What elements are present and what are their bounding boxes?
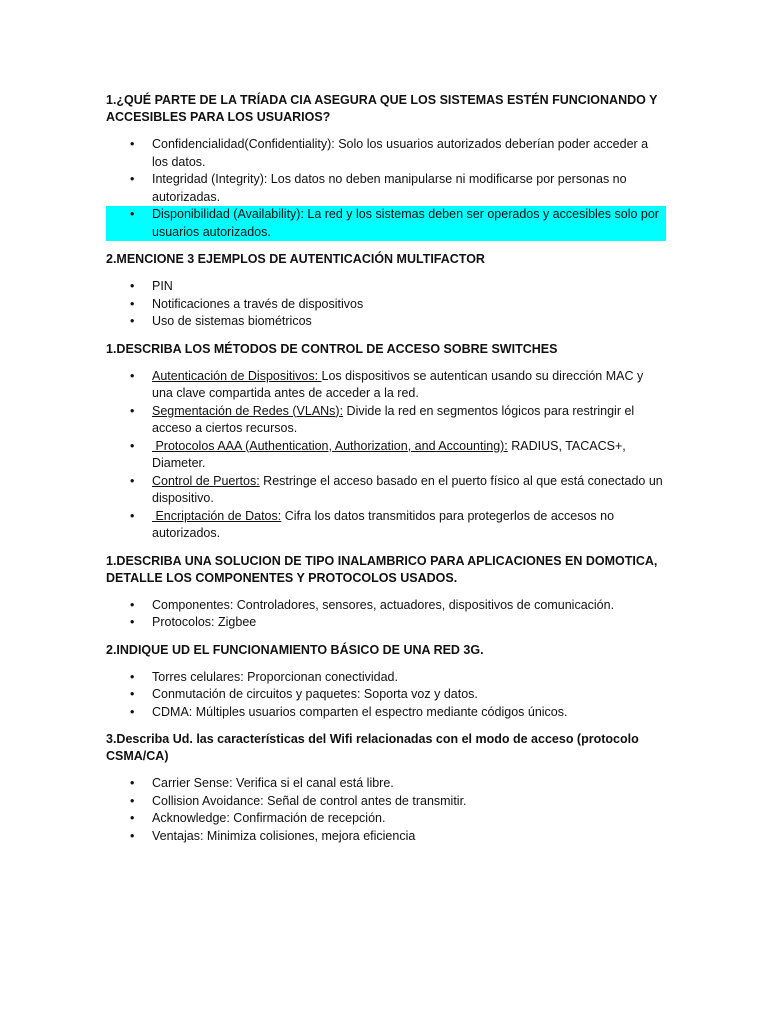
bullet-icon: •: [130, 704, 135, 719]
answer-list: [106, 597, 666, 632]
list-item-text: Integridad (Integrity): Los datos no deben manipularse ni modificarse por personas no autorizadas.: [152, 172, 627, 204]
list-item: [106, 368, 666, 403]
highlighted-list-item: [106, 206, 666, 241]
bullet-icon: •: [130, 669, 135, 684]
question-section-mfa: [106, 251, 666, 331]
list-item: [106, 597, 666, 615]
question-title: 3.Describa Ud. las características del Wifi relacionadas con el modo de acceso (protocolo CSMA/CA): [106, 732, 639, 763]
question-section-switches: [106, 341, 666, 543]
list-item: [106, 793, 666, 811]
list-item-text: Uso de sistemas biométricos: [152, 314, 312, 328]
list-item: [106, 313, 666, 331]
list-item: [106, 296, 666, 314]
list-item: [106, 171, 666, 206]
bullet-icon: •: [130, 279, 135, 293]
question-section-domotica: [106, 553, 666, 632]
question-title: 1.DESCRIBA LOS MÉTODOS DE CONTROL DE ACCESO SOBRE SWITCHES: [106, 341, 558, 356]
answer-list: [106, 775, 666, 845]
list-item-text: Restringe el acceso basado en el puerto físico al que está conectado un dispositivo.: [152, 473, 663, 505]
question-title: 2.INDIQUE UD EL FUNCIONAMIENTO BÁSICO DE UNA RED 3G.: [106, 642, 484, 657]
list-item: [106, 828, 666, 846]
bullet-icon: •: [130, 368, 135, 383]
list-item-text: Cifra los datos transmitidos para protegerlos de accesos no autorizados.: [152, 508, 615, 540]
list-item: [106, 704, 666, 722]
list-item-text: PIN: [152, 279, 173, 293]
list-item-term: Encriptación de Datos:: [152, 508, 282, 523]
list-item-text: Carrier Sense: Verifica si el canal está libre.: [152, 776, 394, 790]
bullet-icon: •: [130, 776, 135, 790]
list-item-term: Segmentación de Redes (VLANs):: [152, 403, 344, 418]
list-item-text: Protocolos: Zigbee: [152, 615, 257, 629]
list-item: [106, 669, 666, 687]
list-item: [106, 403, 666, 438]
bullet-icon: •: [130, 793, 135, 808]
list-item-term: Control de Puertos:: [152, 473, 260, 488]
answer-list: [106, 368, 666, 543]
bullet-icon: •: [130, 473, 135, 488]
list-item-text: Disponibilidad (Availability): La red y los sistemas deben ser operados y accesibles solo por usuarios autorizados.: [152, 207, 659, 239]
question-section-3g: [106, 642, 666, 722]
list-item-term: Protocolos AAA (Authentication, Authorization, and Accounting):: [152, 438, 508, 453]
question-title: 2.MENCIONE 3 EJEMPLOS DE AUTENTICACIÓN MULTIFACTOR: [106, 252, 485, 266]
bullet-icon: •: [130, 508, 135, 523]
question-title: 1.DESCRIBA UNA SOLUCION DE TIPO INALAMBRICO PARA APLICACIONES EN DOMOTICA, DETALLE LOS COMPONENTES Y PROTOCOLOS USADOS.: [106, 553, 658, 585]
list-item: [106, 438, 666, 473]
list-item-text: Conmutación de circuitos y paquetes: Soporta voz y datos.: [152, 687, 478, 701]
list-item: [106, 508, 666, 543]
list-item-text: RADIUS, TACACS+, Diameter.: [152, 438, 626, 470]
list-item-text: Confidencialidad(Confidentiality): Solo los usuarios autorizados deberían poder acceder a los datos.: [152, 137, 649, 169]
bullet-icon: •: [130, 403, 135, 418]
bullet-icon: •: [130, 615, 135, 629]
document-content: [106, 92, 666, 855]
list-item-text: Collision Avoidance: Señal de control antes de transmitir.: [152, 793, 467, 808]
list-item: [106, 775, 666, 793]
bullet-icon: •: [130, 207, 135, 221]
bullet-icon: •: [130, 438, 135, 453]
list-item-text: Divide la red en segmentos lógicos para restringir el acceso a ciertos recursos.: [152, 403, 635, 435]
bullet-icon: •: [130, 597, 135, 612]
list-item-text: Los dispositivos se autentican usando su dirección MAC y una clave compartida antes de acceder a la red.: [152, 368, 644, 400]
bullet-icon: •: [130, 811, 135, 825]
list-item: [106, 473, 666, 508]
list-item-text: Ventajas: Minimiza colisiones, mejora eficiencia: [152, 828, 416, 843]
list-item-text: Acknowledge: Confirmación de recepción.: [152, 811, 386, 825]
bullet-icon: •: [130, 172, 135, 186]
bullet-icon: •: [130, 687, 135, 701]
list-item: [106, 614, 666, 632]
question-title: 1.¿QUÉ PARTE DE LA TRÍADA CIA ASEGURA QUE LOS SISTEMAS ESTÉN FUNCIONANDO Y ACCESIBLES PARA LOS USUARIOS?: [106, 93, 658, 124]
answer-list: [106, 136, 666, 241]
question-section-wifi: [106, 731, 666, 845]
list-item: [106, 810, 666, 828]
answer-list: [106, 669, 666, 722]
answer-list: [106, 278, 666, 331]
list-item-text: Notificaciones a través de dispositivos: [152, 296, 364, 311]
bullet-icon: •: [130, 314, 135, 328]
list-item-text: Torres celulares: Proporcionan conectividad.: [152, 669, 398, 684]
list-item: [106, 686, 666, 704]
list-item-text: CDMA: Múltiples usuarios comparten el espectro mediante códigos únicos.: [152, 704, 568, 719]
list-item-term: Autenticación de Dispositivos:: [152, 368, 322, 383]
bullet-icon: •: [130, 137, 135, 151]
bullet-icon: •: [130, 296, 135, 311]
list-item-text: Componentes: Controladores, sensores, actuadores, dispositivos de comunicación.: [152, 597, 615, 612]
list-item: [106, 278, 666, 296]
list-item: [106, 136, 666, 171]
question-section-cia: [106, 92, 666, 241]
bullet-icon: •: [130, 828, 135, 843]
